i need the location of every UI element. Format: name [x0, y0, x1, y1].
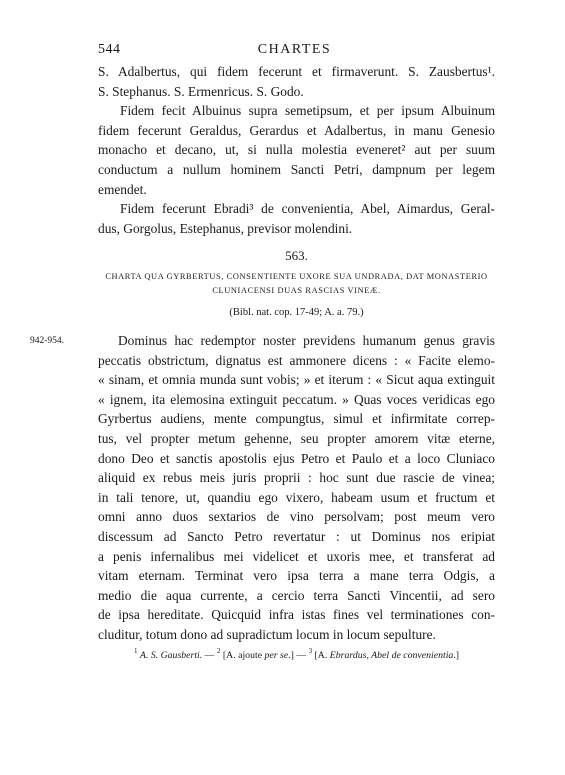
text-line: conductum a nullum hominem Sancti Petri, dampnum per legem — [98, 161, 495, 177]
text-line: peccatis obstrictum, dignatus est ammonere dicens : « Facite elemo- — [98, 352, 495, 368]
running-header — [98, 42, 491, 60]
text-line: omni anno duos sextarios de vino persolvam; post meum vero — [98, 509, 495, 525]
footnote-separator: — — [202, 650, 217, 661]
text-line: medio die aqua currente, a cercio terra Sancti Vincentii, ad sero — [98, 587, 495, 603]
text-line: monacho et decano, ut, si nulla molestia eveneret² aut per suum — [98, 142, 495, 158]
text-line: aliquid ex rebus meis juris proprii : hoc sunt due rascie de vinea; — [98, 470, 495, 486]
charter-title-line: CHARTA QUA GYRBERTUS, CONSENTIENTE UXORE SUA UNDRADA, DAT MONASTERIO — [105, 272, 488, 281]
text-line: emendet. — [98, 181, 147, 197]
charter-source: (Bibl. nat. cop. 17-49; A. a. 79.) — [229, 307, 364, 318]
footnote-mark: 1 — [133, 646, 138, 655]
text-line: cluditur, totum dono ad supradictum locum in locum sepulture. — [98, 626, 436, 642]
text-line: fidem fecerunt Geraldus, Gerardus et Adalbertus, in manu Genesio — [98, 122, 495, 138]
text-line: in tali tenore, ut, quandiu ego vixero, habeam usum et fructum et — [98, 489, 495, 505]
margin-date: 942-954. — [30, 336, 65, 346]
page-number: 544 — [98, 42, 121, 57]
text-line: S. Adalbertus, qui fidem fecerunt et firmaverunt. S. Zausbertus¹. — [98, 64, 495, 79]
footnote-mark: 3 — [308, 646, 313, 655]
text-line: « ignem, ita elemosina extinguit peccatum. » Quas voces veridicas ego — [98, 391, 495, 407]
footnote-text: A. S. Gausberti. — [139, 650, 203, 661]
charter-number: 563. — [285, 248, 308, 263]
text-line: dus, Gorgolus, Estephanus, previsor molendini. — [98, 220, 353, 236]
text-line: de ipsa hereditate. Quicquid infra istas fines vel terminationes con- — [98, 607, 495, 623]
text-line: vitam eternam. Terminat vero ipsa terra a mane terra Odgis, a — [98, 568, 495, 584]
text-line: Dominus hac redemptor noster previdens humanum genus gravis — [118, 333, 495, 348]
text-line: « sinam, et omnia munda sunt vobis; » et iterum : « Sicut aqua extinguit — [98, 372, 495, 388]
text-line: discessum ad Sancto Petro revertatur : ut Dominus nos eripiat — [98, 528, 495, 544]
footnote-separator: — — [293, 650, 309, 661]
text-line: Fidem fecit Albuinus supra semetipsum, et per ipsum Albuinum — [120, 103, 495, 119]
previous-charter-continuation — [98, 62, 495, 238]
footnote-text: [A. Ebrardus, Abel de convenientia.] — [314, 650, 460, 661]
text-line: Fidem fecerunt Ebradi³ de convenientia, Abel, Aimardus, Geral- — [120, 201, 495, 217]
charter-body — [98, 331, 495, 645]
footnotes — [98, 646, 495, 661]
charter-title-line: CLUNIACENSI DUAS RASCIAS VINEÆ. — [212, 286, 381, 295]
text-line: tus, vel propter metum gehenne, seu propter amorem vitæ eterne, — [98, 430, 495, 446]
footnote-mark: 2 — [216, 646, 221, 655]
text-line: dono Deo et sanctis apostolis ejus Petro et Paulo et a loco Cluniaco — [98, 450, 495, 466]
text-line: Gyrbertus audiens, mente compungtus, simul et infirmitate correp- — [98, 411, 495, 427]
running-title: CHARTES — [257, 42, 332, 57]
text-line: S. Stephanus. S. Ermenricus. S. Godo. — [98, 83, 304, 99]
charter-title — [98, 270, 495, 298]
text-line: a penis infernalibus mei videlicet et uxoris mee, et transferat ad — [98, 548, 495, 564]
footnote-text: [A. ajoute per se.] — [222, 650, 294, 661]
